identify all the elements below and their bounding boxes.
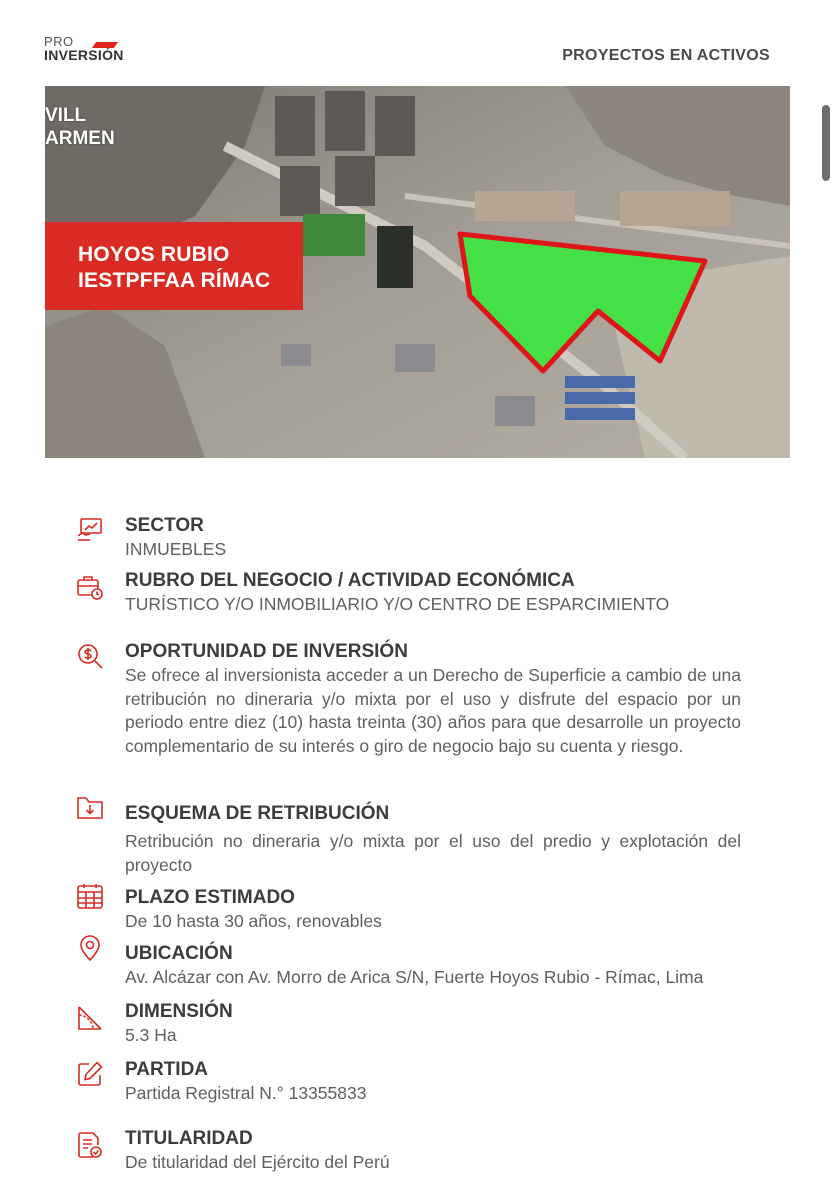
- watermark-text: [45, 104, 115, 150]
- search-dollar-icon: [76, 642, 104, 670]
- detail-value: Av. Alcázar con Av. Morro de Arica S/N, Fuerte Hoyos Rubio - Rímac, Lima: [125, 967, 704, 987]
- project-title-line1: HOYOS RUBIO: [78, 243, 230, 266]
- scrollbar-thumb[interactable]: [822, 105, 830, 181]
- detail-title: DIMENSIÓN: [125, 1001, 233, 1022]
- detail-value: Partida Registral N.° 13355833: [125, 1083, 367, 1103]
- detail-value: Se ofrece al inversionista acceder a un Derecho de Superficie a cambio de una retribución no dineraria y/o mixta por el uso y disfrute del espacio por un periodo entre diez (10) hasta treinta (30) años para que desarrolle un proyecto complementario de su interés o giro de negocio bajo su cuenta y riesgo.: [125, 665, 741, 756]
- briefcase-clock-icon: [76, 573, 104, 601]
- detail-value: De 10 hasta 30 años, renovables: [125, 911, 382, 931]
- detail-value: INMUEBLES: [125, 539, 227, 559]
- detail-title: OPORTUNIDAD DE INVERSIÓN: [125, 641, 408, 662]
- detail-value: Retribución no dineraria y/o mixta por el uso del predio y explotación del proyecto: [125, 831, 741, 875]
- detail-value: 5.3 Ha: [125, 1025, 177, 1045]
- detail-title: PARTIDA: [125, 1059, 209, 1080]
- edit-icon: [76, 1060, 104, 1088]
- logo-text-top: PRO: [44, 34, 74, 49]
- detail-title: UBICACIÓN: [125, 943, 233, 964]
- detail-value: De titularidad del Ejército del Perú: [125, 1152, 390, 1172]
- detail-title: SECTOR: [125, 515, 204, 536]
- watermark-line2: ARMEN: [45, 128, 115, 149]
- folder-download-icon: [76, 794, 104, 822]
- area-angle-icon: [76, 1004, 104, 1032]
- detail-title: TITULARIDAD: [125, 1128, 253, 1149]
- aerial-photo: [45, 86, 790, 458]
- logo-text-bottom: INVERSIÓN: [44, 47, 124, 63]
- detail-title: ESQUEMA DE RETRIBUCIÓN: [125, 803, 390, 824]
- watermark-line1: VILL: [45, 105, 87, 126]
- section-title[interactable]: PROYECTOS EN ACTIVOS: [562, 47, 770, 64]
- project-title-banner: [45, 222, 303, 310]
- detail-title: PLAZO ESTIMADO: [125, 887, 295, 908]
- detail-value: TURÍSTICO Y/O INMOBILIARIO Y/O CENTRO DE ESPARCIMIENTO: [125, 594, 670, 614]
- sector-icon: [76, 516, 104, 544]
- location-pin-icon: [76, 934, 104, 962]
- detail-title: RUBRO DEL NEGOCIO / ACTIVIDAD ECONÓMICA: [125, 570, 575, 591]
- document-check-icon: [76, 1131, 104, 1159]
- project-title-line2: IESTPFFAA RÍMAC: [78, 269, 271, 292]
- calendar-icon: [76, 882, 104, 910]
- proinversion-logo[interactable]: [44, 34, 144, 66]
